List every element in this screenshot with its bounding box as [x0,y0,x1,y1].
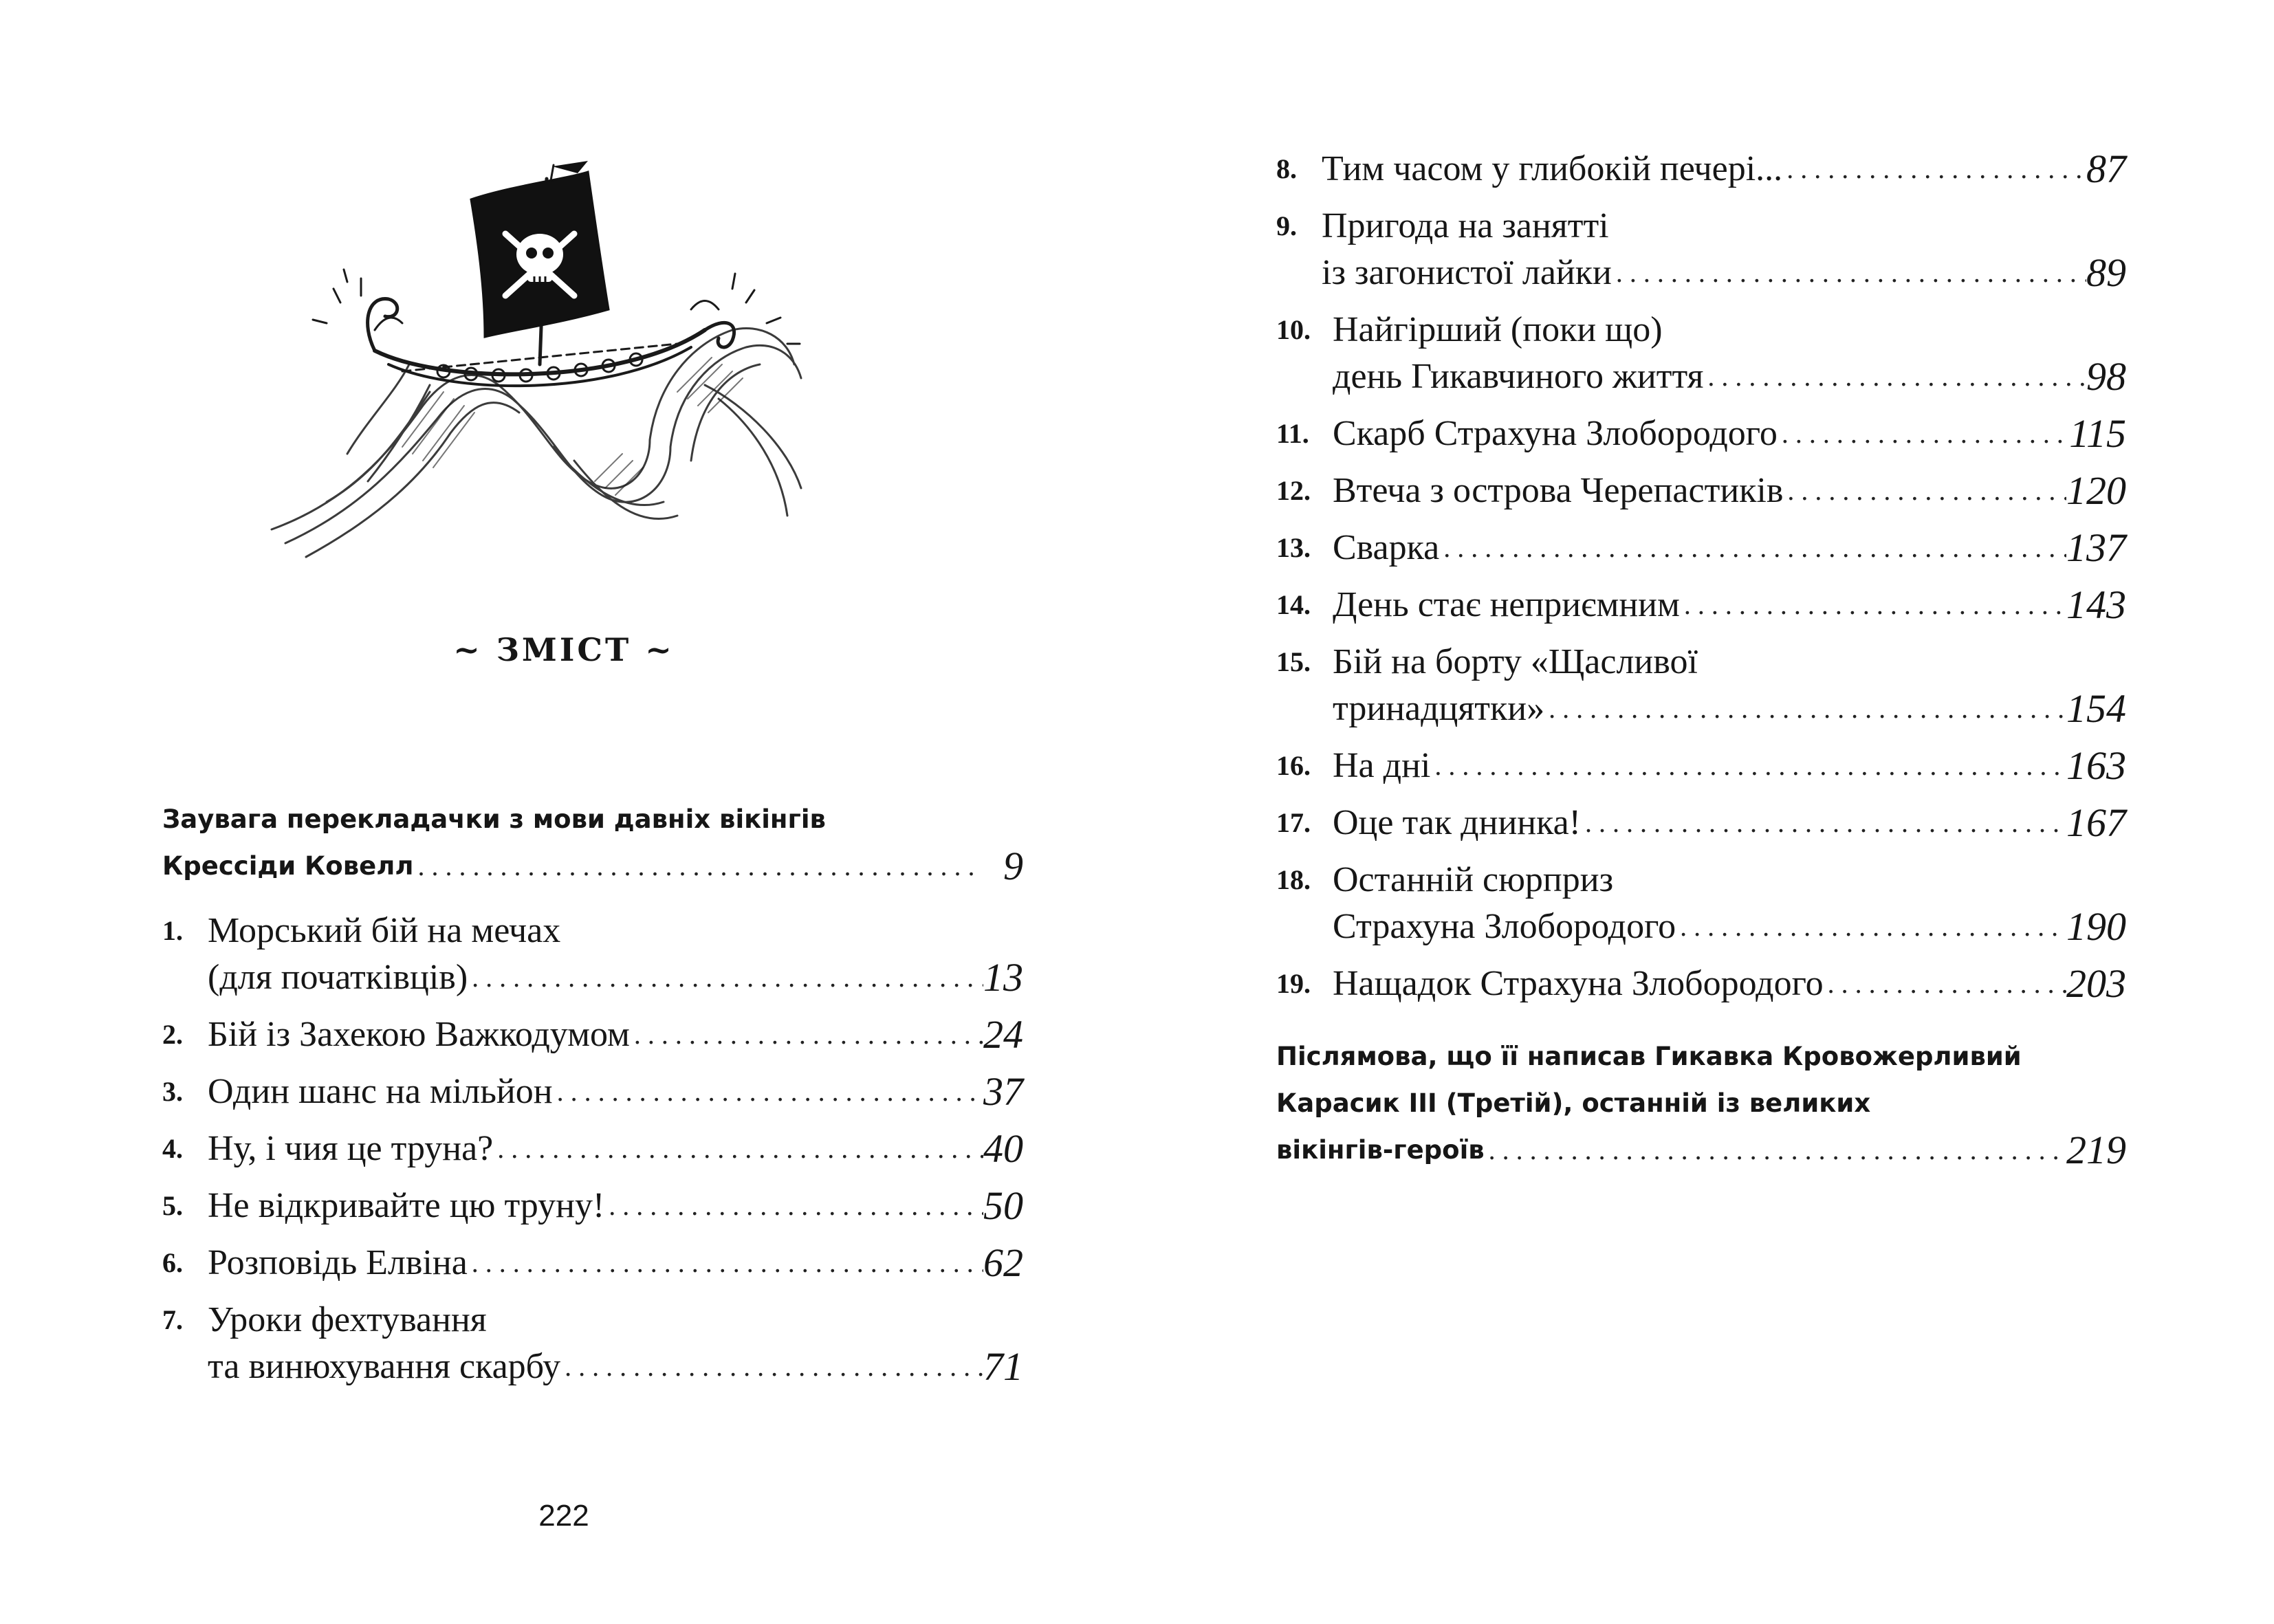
toc-page-number: 50 [983,1183,1023,1228]
toc-page-number: 89 [2086,250,2126,295]
toc-entry-title: Не відкривайте цю труну! [208,1186,605,1225]
toc-entry[interactable] [1276,743,2126,789]
toc-chapter-number: 12. [1276,475,1311,506]
toc-entry-translator-note[interactable] [162,796,1023,890]
toc-page-number: 219 [2066,1128,2126,1172]
toc-entry-afterword[interactable] [1276,1033,2126,1174]
toc-page-number: 62 [983,1240,1023,1285]
toc-chapter-number: 6. [162,1247,183,1278]
leader-dots [604,1183,983,1229]
toc-entry-title: Заувага перекладачки з мови давніх вікінгів [162,804,826,834]
toc-entry-title: Розповідь Елвіна [208,1243,468,1282]
toc-entry-title: Ну, і чия це труна? [208,1129,494,1168]
toc-line [1276,582,2126,628]
toc-line [1276,468,2126,514]
toc-chapter-number: 14. [1276,589,1311,620]
toc-chapter-number: 2. [162,1019,183,1050]
toc-chapter-number: 9. [1276,210,1297,241]
toc-page-number: 115 [2069,411,2126,456]
toc-entry-title: Морський бій на мечах [208,911,561,950]
toc-chapter-number: 15. [1276,646,1311,677]
toc-line [1276,203,2126,250]
toc-line [1276,146,2126,193]
toc-entry[interactable] [1276,410,2126,457]
toc-line [162,1343,1023,1390]
page-footer-number: 222 [538,1499,589,1533]
toc-entry-title: Втеча з острова Черепастиків [1333,471,1784,510]
toc-entry[interactable] [1276,525,2126,571]
toc-entry[interactable] [162,1297,1023,1390]
toc-line [1276,1033,2126,1080]
leader-dots [1581,800,2066,846]
toc-entry[interactable] [1276,307,2126,400]
toc-page-number: 167 [2066,800,2126,845]
toc-page-number: 143 [2066,582,2126,627]
toc-entry[interactable] [162,1011,1023,1058]
toc-page-number: 203 [2066,961,2126,1006]
toc-page-number: 98 [2086,354,2126,399]
toc-page-number: 9 [1003,844,1023,888]
toc-line [1276,353,2126,400]
toc-entry-title: тринадцятки» [1333,689,1545,728]
toc-entry-title: вікінгів-героїв [1276,1135,1485,1165]
leader-dots [413,843,983,890]
toc-chapter-number: 4. [162,1133,183,1164]
toc-line [162,954,1023,1001]
toc-entry-title: Один шанс на мільйон [208,1072,553,1111]
toc-chapter-number: 11. [1276,418,1309,449]
toc-line [1276,410,2126,457]
toc-page-number: 120 [2066,468,2126,513]
leader-dots [1430,743,2066,789]
toc-line [1276,743,2126,789]
pirate-ship-illustration [265,158,856,564]
toc-entry-title: Нащадок Страхуна Злобородого [1333,964,1824,1003]
toc-entry[interactable] [1276,146,2126,193]
toc-line [1276,525,2126,571]
toc-entry[interactable] [162,908,1023,1001]
toc-page-number: 137 [2066,525,2126,570]
toc-chapter-number: 13. [1276,532,1311,563]
toc-chapter-number: 10. [1276,314,1311,345]
toc-chapter-number: 18. [1276,864,1311,895]
toc-line [162,1068,1023,1115]
toc-line [162,1240,1023,1286]
toc-chapter-number: 7. [162,1304,183,1335]
toc-right-column [1276,146,2126,1184]
toc-page-number: 154 [2066,686,2126,731]
toc-entry[interactable] [1276,468,2126,514]
toc-entry[interactable] [162,1183,1023,1229]
toc-page-number: 40 [983,1126,1023,1171]
leader-dots [1783,468,2066,514]
toc-page-number: 13 [983,955,1023,1000]
leader-dots [1544,685,2066,732]
toc-chapter-number: 1. [162,915,183,946]
leader-dots [1612,250,2086,296]
toc-entry[interactable] [1276,639,2126,732]
toc-entry[interactable] [1276,961,2126,1007]
leader-dots [1824,961,2066,1007]
toc-entry-title: Тим часом у глибокій печері... [1322,149,1783,188]
toc-entry-title: Найгірший (поки що) [1333,310,1663,349]
toc-left-column [162,796,1023,1401]
toc-chapter-number: 5. [162,1190,183,1221]
toc-entry[interactable] [162,1126,1023,1172]
toc-page-number: 87 [2086,146,2126,191]
toc-entry[interactable] [1276,203,2126,296]
toc-heading: ~ ЗМІСТ ~ [453,631,675,668]
leader-dots [553,1068,983,1115]
toc-line [162,1297,1023,1343]
leader-dots [493,1126,983,1172]
toc-entry-title: Бій на борту «Щасливої [1333,642,1698,681]
toc-line [162,908,1023,954]
leader-dots [560,1343,983,1390]
toc-entry-title: (для початківців) [208,958,468,997]
toc-line [162,1183,1023,1229]
toc-page-number: 71 [983,1344,1023,1389]
toc-entry-title: Бій із Захекою Важкодумом [208,1015,630,1054]
leader-dots [1778,410,2069,457]
toc-line [1276,685,2126,732]
leader-dots [468,1240,983,1286]
leader-dots [1676,903,2066,950]
leader-dots [468,954,983,1001]
toc-entry-title: День стає неприємним [1333,585,1680,624]
toc-line [1276,800,2126,846]
toc-line [1276,1127,2126,1174]
toc-chapter-number: 17. [1276,807,1311,838]
leader-dots [1782,146,2086,193]
toc-entry-title: Сварка [1333,528,1440,567]
toc-line [1276,250,2126,296]
toc-entry-title: та винюхування скарбу [208,1347,561,1386]
toc-entry[interactable] [162,1068,1023,1115]
leader-dots [1680,582,2066,628]
toc-entry-title: Останній сюрприз [1333,860,1614,899]
toc-line [1276,639,2126,685]
toc-entry-title: Страхуна Злобородого [1333,907,1676,946]
toc-entry-title: Крессіди Ковелл [162,851,414,881]
toc-page-number: 190 [2066,904,2126,949]
toc-chapter-number: 19. [1276,968,1311,999]
toc-entry[interactable] [162,1240,1023,1286]
toc-line [1276,307,2126,353]
toc-entry-title: Скарб Страхуна Злобородого [1333,414,1778,453]
toc-entry[interactable] [1276,800,2126,846]
leader-dots [1703,353,2086,400]
toc-chapter-number: 16. [1276,750,1311,781]
leader-dots [630,1011,983,1058]
toc-entry-title: Уроки фехтування [208,1300,487,1339]
toc-line [1276,903,2126,950]
toc-chapter-number: 3. [162,1076,183,1107]
toc-page-number: 24 [983,1012,1023,1057]
toc-line [1276,1080,2126,1127]
toc-line [162,1126,1023,1172]
toc-entry-title: із загонистої лайки [1322,253,1612,292]
toc-entry-title: день Гикавчиного життя [1333,357,1704,396]
leader-dots [1439,525,2066,571]
toc-entry-title: Оце так днинка! [1333,803,1581,842]
toc-entry[interactable] [1276,857,2126,950]
toc-entry[interactable] [1276,582,2126,628]
toc-line [1276,857,2126,903]
toc-page-number: 37 [983,1069,1023,1114]
toc-entry-title: Пригода на занятті [1322,206,1609,245]
toc-entry-title: Карасик ІІІ (Третій), останній із великих [1276,1088,1871,1118]
toc-entry-title: На дні [1333,746,1431,785]
toc-line [162,1011,1023,1058]
toc-line [162,843,1023,890]
toc-chapter-number: 8. [1276,153,1297,184]
toc-page-number: 163 [2066,743,2126,788]
toc-entry-title: Післямова, що її написав Гикавка Кровожерливий [1276,1042,2022,1071]
toc-line [162,796,1023,843]
leader-dots [1485,1127,2066,1174]
toc-line [1276,961,2126,1007]
